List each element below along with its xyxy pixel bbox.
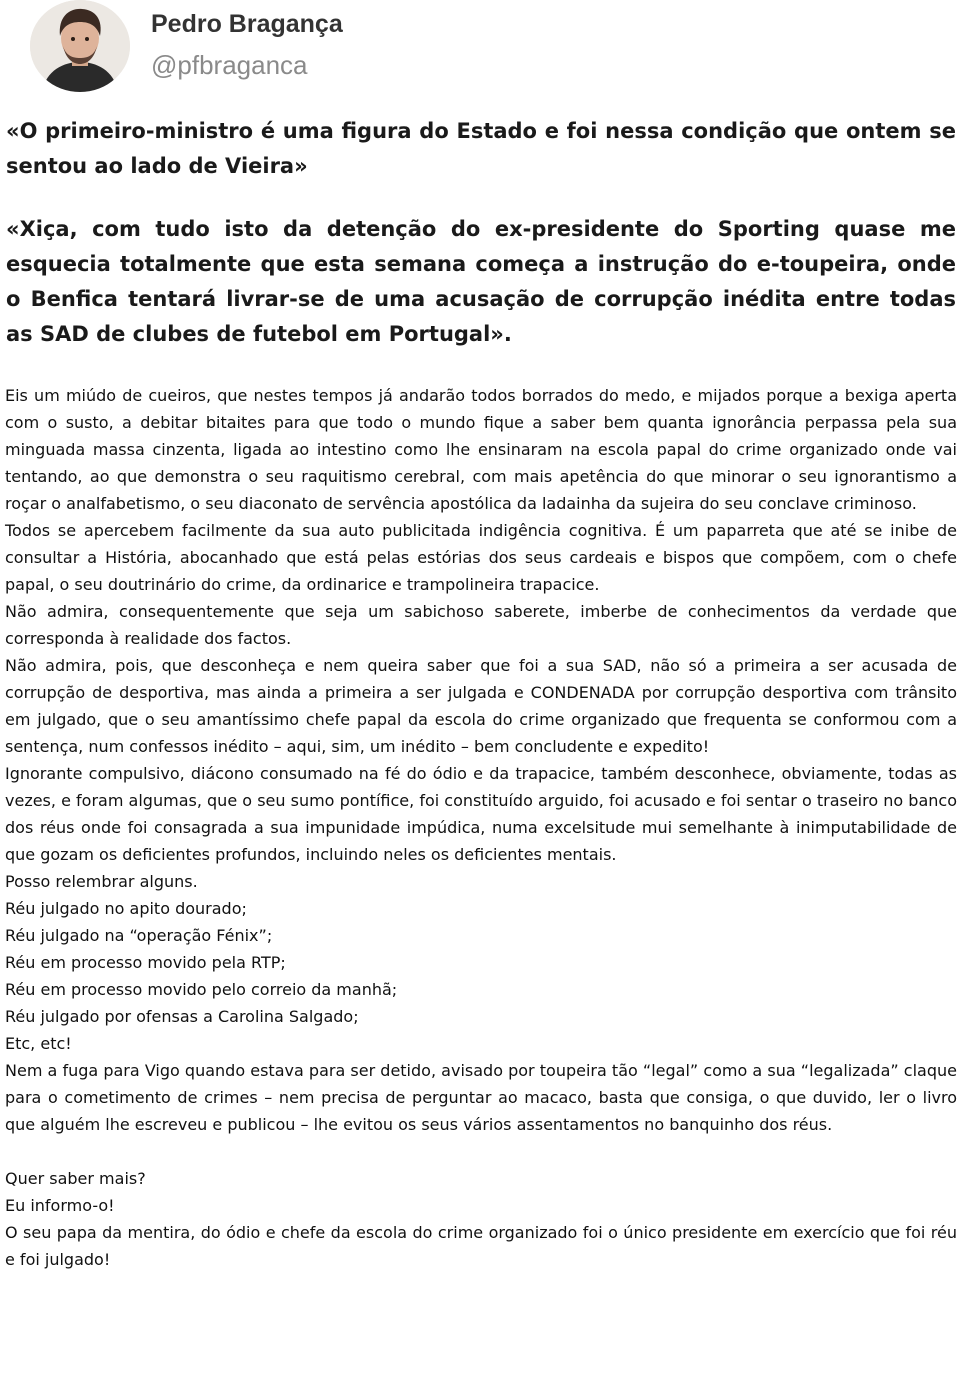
tweet-header xyxy=(30,0,930,96)
paragraph-spacer xyxy=(5,1138,957,1165)
quoted-statements xyxy=(6,114,956,352)
paragraph: O seu papa da mentira, do ódio e chefe da escola do crime organizado foi o único presidente em exercício que foi réu e foi julgado! xyxy=(5,1223,957,1269)
quote-xica: «Xiça, com tudo isto da detenção do ex-presidente do Sporting quase me esquecia totalmente que esta semana começa a instrução do e-toupeira, onde o Benfica tentará livrar-se de uma acusação de corrupção inédita entre todas as SAD de clubes de futebol em Portugal». xyxy=(6,217,956,346)
paragraph: Não admira, consequentemente que seja um sabichoso saberete, imberbe de conhecimentos da verdade que corresponda à realidade dos factos. xyxy=(5,602,957,648)
avatar-portrait xyxy=(30,0,130,92)
author-handle[interactable]: @pfbraganca xyxy=(151,50,308,80)
paragraph: Não admira, pois, que desconheça e nem queira saber que foi a sua SAD, não só a primeira a ser acusada de corrupção de desportiva, mas ainda a primeira a ser julgada e CONDENADA por corrupção desportiva com trânsito em julgado, que o seu amantíssimo chefe papal da escola do crime organizado que frequenta se conformou com a sentença, num confessos inédito – aqui, sim, um inédito – bem concludente e expedito! xyxy=(5,656,957,756)
paragraph: Eis um miúdo de cueiros, que nestes tempos já andarão todos borrados do medo, e mijados porque a bexiga aperta com o susto, a debitar bitaites para que todo o mundo fique a saber bem quanta ignorância perpassa pela sua minguada massa cinzenta, ligada ao intestino como lhe ensinaram na escola papal do crime organizado onde vai tentando, ao que demonstra o seu raquitismo cerebral, com mais apetência do que minorar o seu ignorantismo a roçar o analfabetismo, o seu diaconato de servência apostólica da ladainha da sujeira do seu conclave criminoso. xyxy=(5,386,957,513)
list-item: Réu julgado por ofensas a Carolina Salgado; xyxy=(5,1007,359,1026)
author-name[interactable]: Pedro Bragança xyxy=(151,10,343,38)
paragraph: Eu informo-o! xyxy=(5,1196,115,1215)
article-body xyxy=(5,382,957,1273)
list-item: Réu em processo movido pelo correio da manhã; xyxy=(5,980,398,999)
list-item: Réu julgado na “operação Fénix”; xyxy=(5,926,273,945)
paragraph: Posso relembrar alguns. xyxy=(5,872,198,891)
paragraph: Nem a fuga para Vigo quando estava para ser detido, avisado por toupeira tão “legal” como a sua “legalizada” claque para o cometimento de crimes – nem precisa de perguntar ao macaco, basta que consiga, o que duvido, ler o livro que alguém lhe escreveu e publicou – lhe evitou os seus vários assentamentos no banquinho dos réus. xyxy=(5,1061,957,1134)
paragraph: Etc, etc! xyxy=(5,1034,72,1053)
list-item: Réu julgado no apito dourado; xyxy=(5,899,247,918)
paragraph: Quer saber mais? xyxy=(5,1169,146,1188)
paragraph: Ignorante compulsivo, diácono consumado na fé do ódio e da trapacice, também desconhece, obviamente, todas as vezes, e foram algumas, que o seu sumo pontífice, foi constituído arguido, foi acusado e foi sentar o traseiro no banco dos réus onde foi consagrada a sua impunidade impúdica, numa excelsitude mui semelhante à inimputabilidade de que gozam os deficientes profundos, incluindo neles os deficientes mentais. xyxy=(5,764,957,864)
quote-primeiro-ministro: «O primeiro-ministro é uma figura do Estado e foi nessa condição que ontem se sentou ao lado de Vieira» xyxy=(6,119,956,178)
list-item: Réu em processo movido pela RTP; xyxy=(5,953,286,972)
avatar[interactable] xyxy=(30,0,130,92)
paragraph: Todos se apercebem facilmente da sua auto publicitada indigência cognitiva. É um paparreta que até se inibe de consultar a História, abocanhado que está pelas estórias dos seus cardeais e bispos que compõem, com o chefe papal, o seu doutrinário do crime, da ordinarice e trampolineira trapacice. xyxy=(5,521,957,594)
